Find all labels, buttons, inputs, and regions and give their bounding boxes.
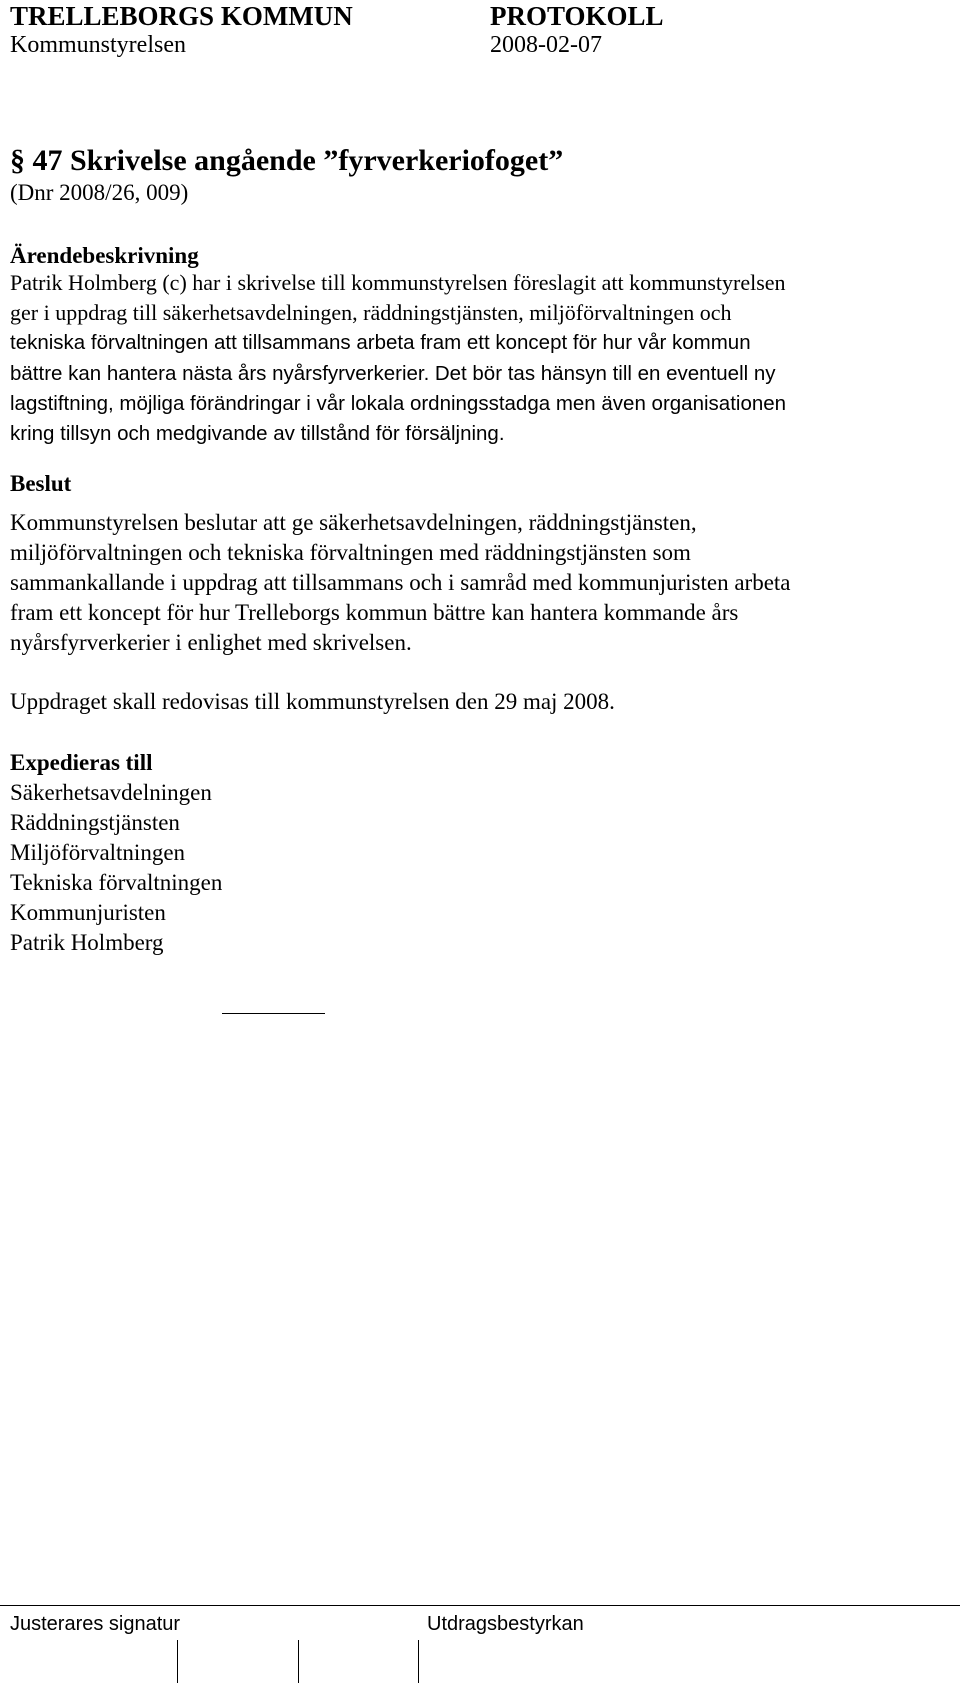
paragraph-line: fram ett koncept för hur Trelleborgs kommun bättre kan hantera kommande års [10,600,739,625]
signature-box-divider [298,1640,299,1683]
beslut-paragraph [10,508,958,658]
paragraph-line-segment: bättre kan hantera nästa års nyårsfyrverkerier. [10,362,430,385]
signature-box-divider [418,1640,419,1683]
paragraph-line: Kommunstyrelsen beslutar att ge säkerhetsavdelningen, räddningstjänsten, [10,510,697,535]
section-heading-beslut: Beslut [10,471,72,496]
list-item: Patrik Holmberg [10,930,164,955]
signature-label: Justerares signatur [10,1613,181,1635]
section-mark: § [10,144,25,177]
certification-label: Utdragsbestyrkan [427,1613,584,1635]
paragraph-line: lagstiftning, möjliga förändringar i vår lokala ordningsstadga men även organisationen [10,392,787,415]
paragraph-line: sammankallande i uppdrag att tillsammans och i samråd med kommunjuristen arbeta [10,570,791,595]
paragraph-line: tekniska förvaltningen att tillsammans arbeta fram ett koncept för hur vår kommun [10,331,751,354]
item-title-text: 47 Skrivelse angående ”fyrverkeriofoget” [32,144,564,177]
document-type: PROTOKOLL [490,1,664,31]
list-item: Tekniska förvaltningen [10,870,223,895]
recipient-list [10,778,222,958]
signature-box-divider [177,1640,178,1683]
paragraph-line: Patrik Holmberg (c) har i skrivelse till kommunstyrelsen föreslagit att kommunstyrelsen [10,270,786,295]
list-item: Säkerhetsavdelningen [10,780,212,805]
footer-divider [0,1605,960,1606]
arendebeskrivning-paragraph [10,268,958,449]
paragraph-line: ger i uppdrag till säkerhetsavdelningen, räddningstjänsten, miljöförvaltningen och [10,300,732,325]
paragraph-line: miljöförvaltningen och tekniska förvaltningen med räddningstjänsten som [10,540,691,565]
section-heading-arendebeskrivning: Ärendebeskrivning [10,243,199,268]
item-title [10,144,563,178]
end-divider [222,1013,325,1014]
paragraph-line-mixed [10,358,958,389]
list-item: Räddningstjänsten [10,810,180,835]
paragraph-line: nyårsfyrverkerier i enlighet med skrivelsen. [10,630,412,655]
section-heading-expedieras: Expedieras till [10,750,153,775]
beslut-followup: Uppdraget skall redovisas till kommunstyrelsen den 29 maj 2008. [10,689,615,714]
paragraph-line: kring tillsyn och medgivande av tillstånd för försäljning. [10,422,505,445]
meeting-date: 2008-02-07 [490,32,602,58]
paragraph-line-segment: Det bör tas hänsyn till en eventuell ny [434,362,776,385]
organization-name: TRELLEBORGS KOMMUN [10,1,353,31]
committee-name: Kommunstyrelsen [10,32,186,58]
list-item: Miljöförvaltningen [10,840,186,865]
list-item: Kommunjuristen [10,900,166,925]
diary-number: (Dnr 2008/26, 009) [10,180,189,205]
